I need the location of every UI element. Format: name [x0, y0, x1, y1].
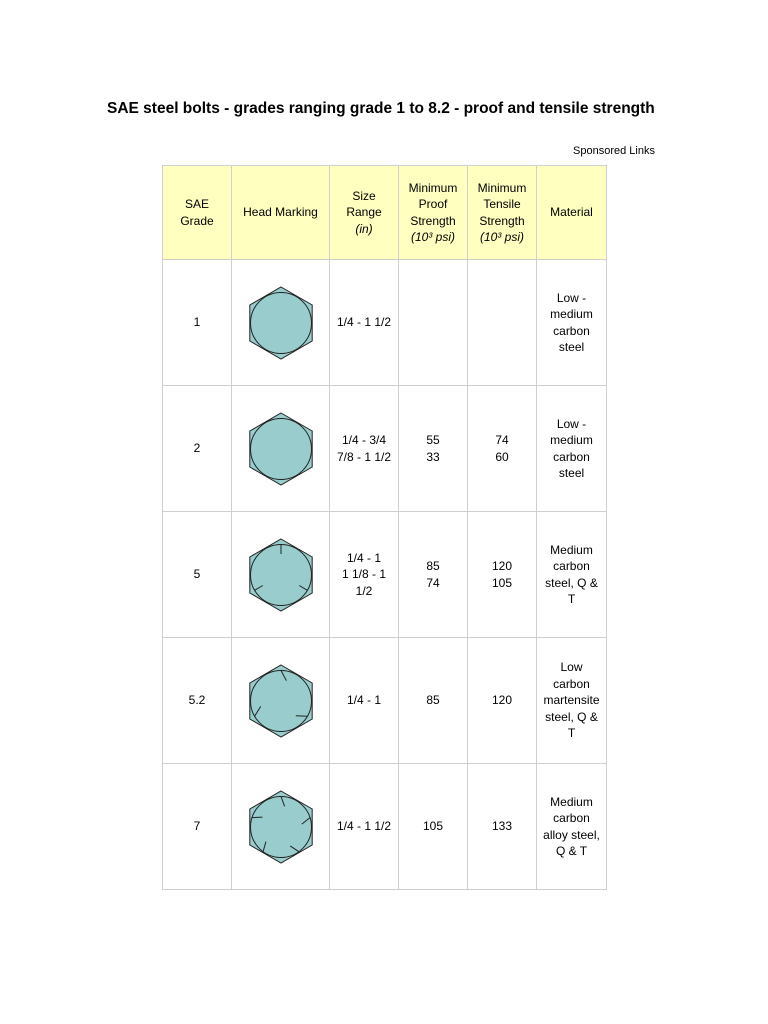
sae-grade-cell: 1	[163, 260, 232, 386]
head-marking-cell	[232, 260, 330, 386]
grade-mark-line	[252, 817, 263, 818]
size-range-cell: 1/4 - 1 1/2	[330, 260, 399, 386]
header-sae-grade: SAE Grade	[163, 166, 232, 260]
three-oblique-lines-bolt-head-icon	[246, 662, 316, 740]
tensile-strength-cell: 133	[468, 764, 537, 890]
head-marking-cell	[232, 512, 330, 638]
sae-grades-table	[162, 165, 607, 890]
grade-mark-line	[295, 715, 307, 716]
proof-strength-cell: 85 74	[399, 512, 468, 638]
table-header-row	[163, 166, 607, 260]
table-row	[163, 764, 607, 890]
page-title: SAE steel bolts - grades ranging grade 1 to 8.2 - proof and tensile strength	[107, 100, 655, 117]
table-row	[163, 260, 607, 386]
plain-hex-bolt-head-icon	[246, 410, 316, 488]
size-range-cell: 1/4 - 1	[330, 638, 399, 764]
size-range-cell: 1/4 - 1 1/2	[330, 764, 399, 890]
proof-strength-cell: 105	[399, 764, 468, 890]
tensile-strength-cell	[468, 260, 537, 386]
material-cell: Low - medium carbon steel	[537, 386, 607, 512]
five-radial-lines-bolt-head-icon	[246, 788, 316, 866]
material-cell: Medium carbon alloy steel, Q & T	[537, 764, 607, 890]
head-marking-cell	[232, 764, 330, 890]
proof-strength-cell: 85	[399, 638, 468, 764]
size-range-cell: 1/4 - 3/4 7/8 - 1 1/2	[330, 386, 399, 512]
head-marking-cell	[232, 386, 330, 512]
sae-grade-cell: 7	[163, 764, 232, 890]
proof-strength-cell	[399, 260, 468, 386]
tensile-strength-cell: 120	[468, 638, 537, 764]
material-cell: Low - medium carbon steel	[537, 260, 607, 386]
washer-face	[250, 670, 311, 731]
sponsored-links[interactable]: Sponsored Links	[573, 145, 655, 157]
header-min-tensile-strength: Minimum Tensile Strength (10³ psi)	[468, 166, 537, 260]
header-size-range: Size Range (in)	[330, 166, 399, 260]
three-radial-lines-bolt-head-icon	[246, 536, 316, 614]
proof-strength-cell: 55 33	[399, 386, 468, 512]
header-min-proof-strength: Minimum Proof Strength (10³ psi)	[399, 166, 468, 260]
head-marking-cell	[232, 638, 330, 764]
table-row	[163, 638, 607, 764]
plain-hex-bolt-head-icon	[246, 284, 316, 362]
material-cell: Low carbon martensite steel, Q & T	[537, 638, 607, 764]
sae-grade-cell: 5	[163, 512, 232, 638]
table-row	[163, 386, 607, 512]
size-range-cell: 1/4 - 1 1 1/8 - 1 1/2	[330, 512, 399, 638]
table-row	[163, 512, 607, 638]
grade-rows	[163, 260, 607, 890]
tensile-strength-cell: 74 60	[468, 386, 537, 512]
sae-grade-cell: 2	[163, 386, 232, 512]
tensile-strength-cell: 120 105	[468, 512, 537, 638]
washer-face	[250, 796, 311, 857]
header-head-marking: Head Marking	[232, 166, 330, 260]
material-cell: Medium carbon steel, Q & T	[537, 512, 607, 638]
header-material: Material	[537, 166, 607, 260]
sae-grade-cell: 5.2	[163, 638, 232, 764]
washer-face	[250, 418, 311, 479]
washer-face	[250, 292, 311, 353]
